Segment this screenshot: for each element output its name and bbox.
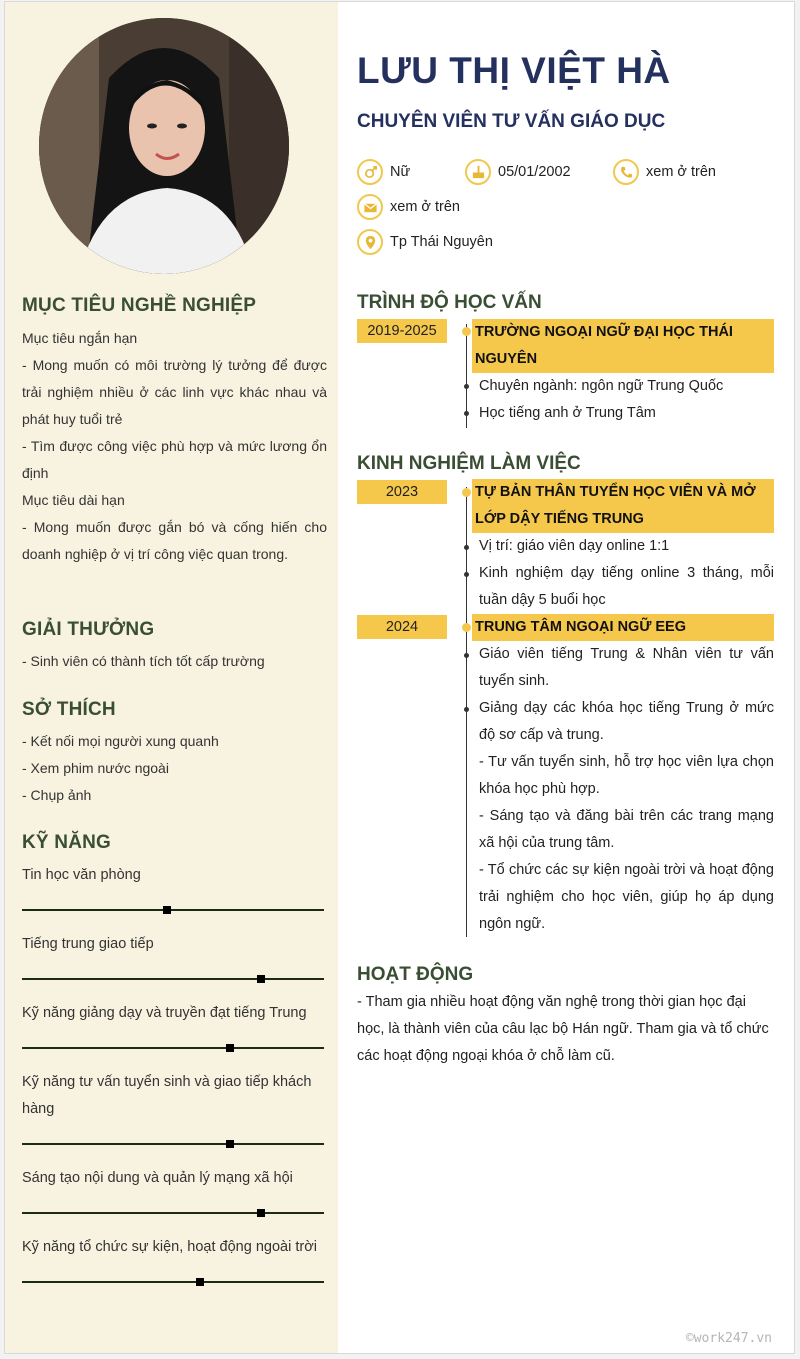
skill-label: Kỹ năng tổ chức sự kiện, hoạt động ngoài trời — [22, 1239, 317, 1255]
skill-level-marker — [226, 1044, 234, 1052]
education-year: 2019-2025 — [357, 319, 447, 343]
experience-detail: Giáo viên tiếng Trung & Nhân viên tư vấn tuyển sinh. — [479, 646, 774, 689]
objective-line: Mục tiêu dài hạn — [22, 492, 125, 508]
contact-text: xem ở trên — [646, 164, 716, 180]
education-detail: Chuyên ngành: ngôn ngữ Trung Quốc — [479, 378, 724, 394]
skills-heading: KỸ NĂNG — [22, 832, 112, 853]
skill-level-marker — [257, 975, 265, 983]
portrait-image — [39, 18, 289, 274]
hobby-item: - Chụp ảnh — [22, 787, 92, 803]
skill-label: Sáng tạo nội dung và quản lý mạng xã hội — [22, 1170, 293, 1186]
location-icon — [357, 229, 383, 255]
hobbies-list — [22, 728, 327, 809]
awards-list — [22, 648, 327, 675]
birthday-cake-icon — [465, 159, 491, 185]
experience-detail: Giảng dạy các khóa học tiếng Trung ở mức độ sơ cấp và trung. — [479, 700, 774, 743]
timeline-bullet — [464, 545, 469, 550]
experience-org — [472, 614, 774, 641]
cv-page — [4, 1, 795, 1354]
watermark: ©work247.vn — [685, 1331, 772, 1346]
timeline-bullet — [464, 572, 469, 577]
experience-org — [472, 479, 774, 533]
profile-photo — [39, 18, 289, 274]
award-item: - Sinh viên có thành tích tốt cấp trường — [22, 653, 265, 669]
experience-detail: - Tư vấn tuyển sinh, hỗ trợ học viên lựa chọn khóa học phù hợp. — [479, 754, 774, 797]
contact-phone[interactable] — [613, 159, 716, 185]
hobby-item: - Kết nối mọi người xung quanh — [22, 733, 219, 749]
contact-email[interactable] — [357, 194, 460, 220]
contact-text: xem ở trên — [390, 199, 460, 215]
experience-detail: - Tổ chức các sự kiện ngoài trời và hoạt động trải nghiệm cho học viên, giúp họ áp dụng ngôn ngữ. — [479, 862, 774, 932]
skill-bar — [22, 1212, 324, 1214]
skill-level-marker — [163, 906, 171, 914]
skill-item — [22, 862, 324, 889]
objective-line: - Mong muốn được gắn bó và cống hiến cho doanh nghiệp ở vị trí công việc quan trong. — [22, 519, 327, 562]
experience-detail: Kinh nghiệm dạy tiếng online 3 tháng, mỗi tuần dậy 5 buổi học — [479, 565, 774, 608]
objective-line: - Tìm được công việc phù hợp và mức lương ổn định — [22, 438, 327, 481]
timeline-dot — [462, 327, 471, 336]
objective-body — [22, 325, 327, 568]
skill-bar — [22, 1047, 324, 1049]
contact-text: 05/01/2002 — [498, 164, 571, 180]
awards-heading: GIẢI THƯỞNG — [22, 619, 155, 640]
hobbies-heading: SỞ THÍCH — [22, 699, 116, 720]
hobby-item: - Xem phim nước ngoài — [22, 760, 169, 776]
skill-bar — [22, 1281, 324, 1283]
education-school — [472, 319, 774, 373]
sidebar — [5, 2, 338, 1353]
contact-text: Tp Thái Nguyên — [390, 234, 493, 250]
timeline-dot — [462, 488, 471, 497]
experience-year: 2024 — [357, 615, 447, 639]
email-icon — [357, 194, 383, 220]
experience-year: 2023 — [357, 480, 447, 504]
main-content — [338, 2, 794, 1353]
skill-label: Tin học văn phòng — [22, 867, 141, 883]
timeline-bullet — [464, 653, 469, 658]
objective-line: - Mong muốn có môi trường lý tưởng để được trải nghiệm nhiều ở các linh vực khác nhau và phát huy tuổi trẻ — [22, 357, 327, 427]
skill-level-marker — [226, 1140, 234, 1148]
objective-line: Mục tiêu ngắn hạn — [22, 330, 138, 346]
skill-level-marker — [257, 1209, 265, 1217]
skill-level-marker — [196, 1278, 204, 1286]
skill-label: Kỹ năng giảng dạy và truyền đạt tiếng Trung — [22, 1005, 307, 1021]
timeline-bullet — [464, 707, 469, 712]
skill-bar — [22, 978, 324, 980]
timeline-dot — [462, 623, 471, 632]
timeline-bullet — [464, 384, 469, 389]
skill-item — [22, 931, 324, 958]
school-name-line: NGUYÊN — [475, 351, 538, 367]
candidate-name: LƯU THỊ VIỆT HÀ — [357, 50, 671, 91]
skill-bar — [22, 1143, 324, 1145]
skill-item — [22, 1069, 324, 1123]
phone-icon — [613, 159, 639, 185]
activities-heading: HOẠT ĐỘNG — [357, 964, 474, 985]
timeline-bullet — [464, 411, 469, 416]
skill-item — [22, 1000, 324, 1027]
contact-gender — [357, 159, 410, 185]
skill-bar — [22, 909, 324, 911]
job-title: CHUYÊN VIÊN TƯ VẤN GIÁO DỤC — [357, 111, 666, 132]
objective-heading: MỤC TIÊU NGHỀ NGHIỆP — [22, 295, 257, 316]
contact-text: Nữ — [390, 164, 411, 180]
contact-location — [357, 229, 493, 255]
org-name-line: TRUNG TÂM NGOẠI NGỮ EEG — [475, 619, 687, 635]
contact-birthday — [465, 159, 571, 185]
activities-text: - Tham gia nhiều hoạt động văn nghệ trong thời gian học đại học, là thành viên của câu lạc bộ Hán ngữ. Tham gia và tổ chức các hoạt động ngoại khóa ở chỗ làm cũ. — [357, 994, 769, 1064]
experience-detail: - Sáng tạo và đăng bài trên các trang mạng xã hội của trung tâm. — [479, 808, 774, 851]
education-heading: TRÌNH ĐỘ HỌC VẤN — [357, 292, 542, 313]
experience-timeline-line — [466, 487, 467, 937]
school-name-line: TRƯỜNG NGOẠI NGỮ ĐẠI HỌC THÁI — [475, 324, 733, 340]
org-name-line: LỚP DẬY TIẾNG TRUNG — [475, 511, 644, 527]
skill-label: Kỹ năng tư vấn tuyển sinh và giao tiếp khách hàng — [22, 1074, 312, 1117]
skill-label: Tiếng trung giao tiếp — [22, 936, 154, 952]
experience-detail: Vị trí: giáo viên dạy online 1:1 — [479, 538, 670, 554]
skill-item — [22, 1234, 324, 1261]
skill-item — [22, 1165, 324, 1192]
education-detail: Học tiếng anh ở Trung Tâm — [479, 405, 656, 421]
experience-heading: KINH NGHIỆM LÀM VIỆC — [357, 453, 581, 474]
org-name-line: TỰ BẢN THÂN TUYỂN HỌC VIÊN VÀ MỞ — [475, 484, 756, 500]
gender-icon — [357, 159, 383, 185]
